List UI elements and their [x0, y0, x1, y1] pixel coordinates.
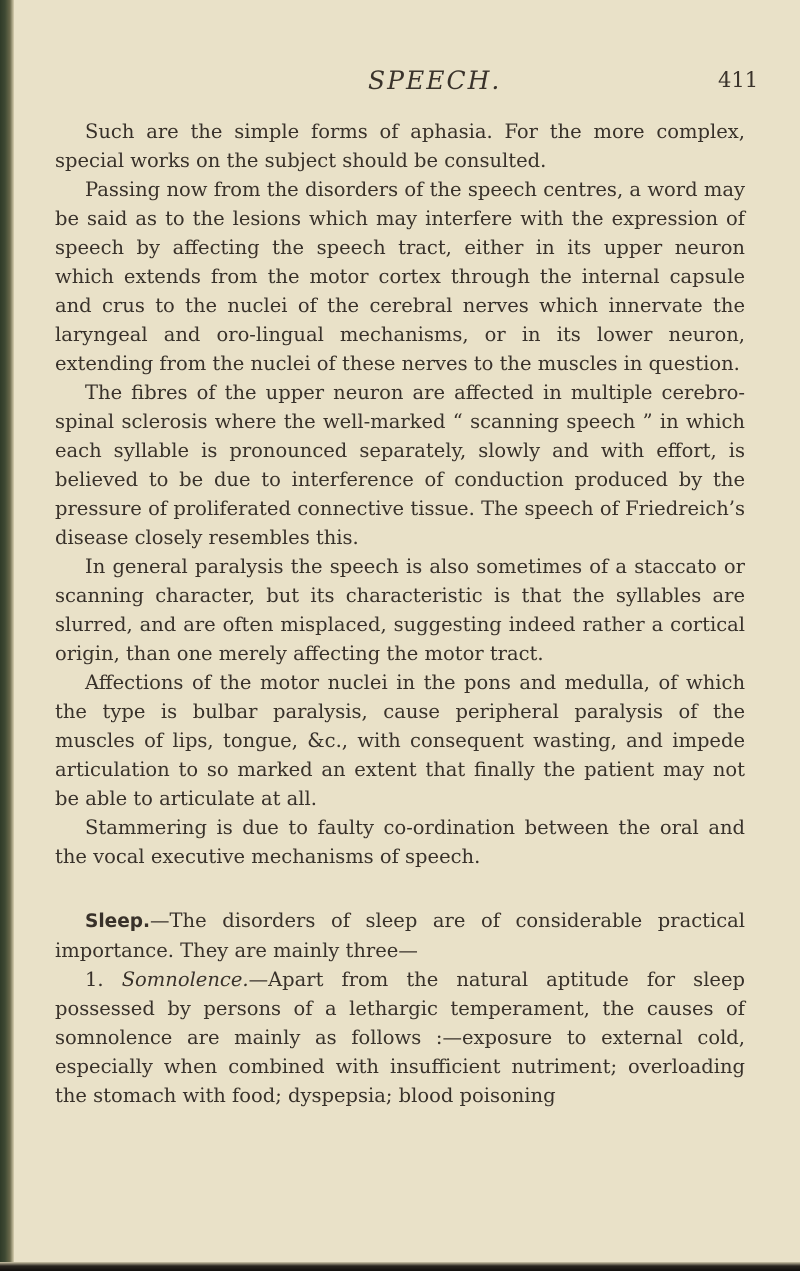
item-title-somnolence: Somnolence.	[121, 968, 249, 991]
paragraph-aphasia: Such are the simple forms of aphasia. For the more complex, special works on the subject should be consulted.	[55, 120, 745, 172]
paragraph-general-paralysis: In general paralysis the speech is also sometimes of a staccato or scanning character, but its characteristic is that the syllables are slurred, and are often misplaced, suggesting indeed rather a cortical origin, than one merely affecting the motor tract.	[55, 555, 745, 665]
paragraph-sleep-intro	[55, 906, 745, 965]
sleep-intro-text: —The disorders of sleep are of considerable practical importance. They are mainly three—	[55, 909, 745, 962]
paragraph-stammering: Stammering is due to faulty co-ordination between the oral and the vocal executive mechanisms of speech.	[55, 816, 745, 868]
paragraph-upper-neuron: The fibres of the upper neuron are affected in multiple cerebro-spinal sclerosis where the well-marked “ scanning speech ” in which each syllable is pronounced separately, slowly and with effort, is believed to be due to interference of conduction produced by the pressure of proliferated connective tissue. The speech of Friedreich’s disease closely resembles this.	[55, 381, 745, 549]
page-number: 411	[718, 68, 759, 92]
paragraph-speech-tract: Passing now from the disorders of the speech centres, a word may be said as to the lesions which may interfere with the expression of speech by affecting the speech tract, either in its upper neuron which extends from the motor cortex through the internal capsule and crus to the nuclei of the cerebral nerves which innervate the laryngeal and oro-lingual mechanisms, or in its lower neuron, extending from the nuclei of these nerves to the muscles in question.	[55, 178, 745, 375]
item-number: 1.	[85, 968, 104, 991]
page-bottom-edge	[0, 1262, 800, 1271]
page-header	[60, 66, 770, 106]
page-binding-edge	[0, 0, 14, 1271]
section-heading-sleep: Sleep.	[85, 911, 151, 932]
paragraph-somnolence	[55, 965, 745, 1110]
running-head: SPEECH.	[368, 66, 502, 95]
somnolence-text: —Apart from the natural aptitude for sleep possessed by persons of a lethargic temperament, the causes of somnolence are mainly as follows :—exposure to external cold, especially when combined with insufficient nutriment; overloading the stomach with food; dyspepsia; blood poisoning	[55, 968, 745, 1107]
paragraph-motor-nuclei: Affections of the motor nuclei in the pons and medulla, of which the type is bulbar paralysis, cause peripheral paralysis of the muscles of lips, tongue, &c., with consequent wasting, and impede articulation to so marked an extent that finally the patient may not be able to articulate at all.	[55, 671, 745, 810]
body-text	[55, 117, 745, 1110]
